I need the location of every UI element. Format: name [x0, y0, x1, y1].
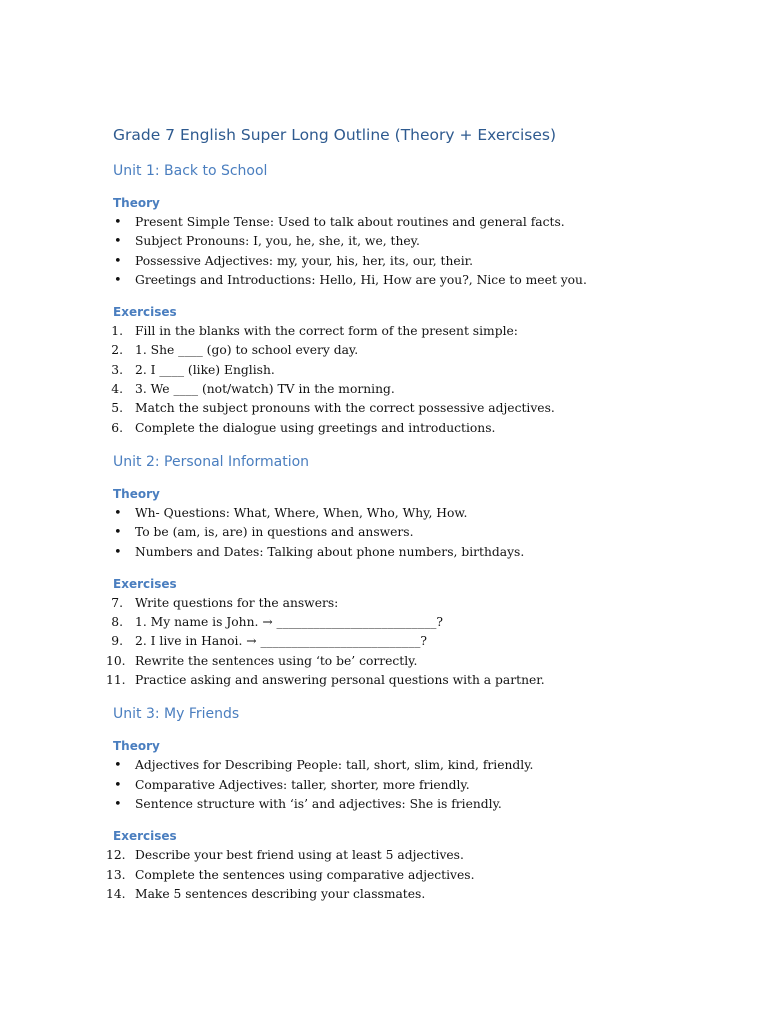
bullet-dot-icon: • [114, 253, 122, 269]
unit-1-section [113, 161, 713, 438]
list-item [106, 652, 713, 671]
item-number: 3. [111, 362, 123, 377]
bullet-dot-icon: • [114, 777, 122, 793]
item-number: 8. [111, 615, 123, 630]
list-item [106, 885, 713, 904]
list-item [113, 613, 713, 632]
bullet-dot-icon: • [114, 215, 122, 230]
item-number: 9. [111, 634, 123, 649]
list-item [113, 213, 713, 232]
list-item-text: Practice asking and answering personal questions with a partner. [135, 673, 545, 688]
list-item-text: Match the subject pronouns with the correct possessive adjectives. [135, 401, 555, 416]
theory-heading: Theory [113, 739, 160, 754]
list-item-text: To be (am, is, are) in questions and answers. [135, 525, 414, 540]
list-item-text: 1. My name is John. → __________________________? [135, 615, 443, 630]
list-item-text: 2. I live in Hanoi. → __________________________? [135, 634, 427, 649]
item-number: 13. [106, 867, 126, 882]
item-number: 7. [111, 595, 123, 610]
item-number: 2. [111, 343, 123, 358]
list-item [113, 399, 713, 418]
list-item [113, 523, 713, 542]
list-item-text: Rewrite the sentences using ‘to be’ correctly. [135, 653, 418, 668]
list-item [106, 846, 713, 865]
list-item [106, 671, 713, 690]
list-item-text: 3. We ____ (not/watch) TV in the morning. [135, 382, 395, 397]
theory-list [113, 756, 713, 814]
item-number: 1. [111, 324, 123, 339]
list-item-text: Present Simple Tense: Used to talk about routines and general facts. [135, 215, 565, 229]
exercises-heading: Exercises [113, 576, 177, 591]
list-item-text: Fill in the blanks with the correct form of the present simple: [135, 324, 518, 339]
exercise-list [106, 594, 713, 690]
document-page [106, 124, 713, 904]
theory-list [113, 504, 713, 562]
list-item-text: Wh- Questions: What, Where, When, Who, Why, How. [135, 505, 468, 520]
list-item-text: Sentence structure with ‘is’ and adjectives: She is friendly. [135, 796, 502, 811]
list-item-text: Complete the sentences using comparative adjectives. [135, 867, 475, 882]
bullet-dot-icon: • [114, 234, 122, 250]
bullet-dot-icon: • [114, 505, 122, 521]
exercise-list [106, 846, 713, 904]
unit-heading: Unit 3: My Friends [113, 706, 240, 723]
list-item-text: Greetings and Introductions: Hello, Hi, How are you?, Nice to meet you. [135, 272, 587, 287]
unit-heading: Unit 1: Back to School [113, 163, 268, 179]
list-item [113, 419, 713, 438]
item-number: 10. [106, 653, 126, 668]
item-number: 5. [111, 401, 123, 416]
bullet-dot-icon: • [114, 758, 122, 774]
theory-heading: Theory [113, 486, 160, 501]
list-item [113, 776, 713, 795]
list-item [113, 594, 713, 613]
list-item-text: Adjectives for Describing People: tall, short, slim, kind, friendly. [135, 758, 534, 773]
item-number: 11. [106, 673, 126, 688]
item-number: 14. [106, 886, 126, 901]
list-item-text: Write questions for the answers: [135, 595, 339, 610]
list-item-text: Comparative Adjectives: taller, shorter, more friendly. [135, 777, 470, 792]
bullet-dot-icon: • [114, 796, 122, 812]
list-item [113, 232, 713, 251]
list-item [113, 380, 713, 399]
unit-3-section [106, 704, 713, 904]
exercises-heading: Exercises [113, 305, 177, 320]
item-number: 6. [111, 420, 123, 435]
list-item [113, 632, 713, 651]
exercise-list [113, 322, 713, 438]
list-item [113, 341, 713, 360]
unit-heading: Unit 2: Personal Information [113, 453, 310, 470]
list-item-text: Complete the dialogue using greetings and introductions. [135, 420, 496, 435]
exercises-heading: Exercises [113, 829, 177, 844]
theory-list [113, 213, 713, 290]
list-item [113, 252, 713, 271]
unit-2-section [106, 452, 713, 690]
list-item-text: 1. She ____ (go) to school every day. [135, 343, 359, 358]
list-item-text: Numbers and Dates: Talking about phone numbers, birthdays. [135, 544, 525, 559]
list-item-text: 2. I ____ (like) English. [135, 362, 275, 377]
document-title: Grade 7 English Super Long Outline (Theory + Exercises) [113, 126, 557, 144]
list-item [113, 504, 713, 523]
list-item-text: Possessive Adjectives: my, your, his, her, its, our, their. [135, 253, 474, 268]
list-item [113, 795, 713, 814]
bullet-dot-icon: • [114, 544, 122, 560]
item-number: 4. [111, 382, 123, 397]
item-number: 12. [106, 848, 126, 863]
list-item-text: Make 5 sentences describing your classmates. [135, 886, 426, 901]
list-item [113, 271, 713, 290]
list-item [113, 756, 713, 775]
list-item-text: Subject Pronouns: I, you, he, she, it, we, they. [135, 234, 420, 249]
list-item [113, 543, 713, 562]
theory-heading: Theory [113, 196, 160, 210]
list-item-text: Describe your best friend using at least 5 adjectives. [135, 848, 464, 863]
list-item [113, 322, 713, 341]
bullet-dot-icon: • [114, 525, 122, 541]
bullet-dot-icon: • [114, 272, 122, 288]
list-item [106, 866, 713, 885]
list-item [113, 361, 713, 380]
